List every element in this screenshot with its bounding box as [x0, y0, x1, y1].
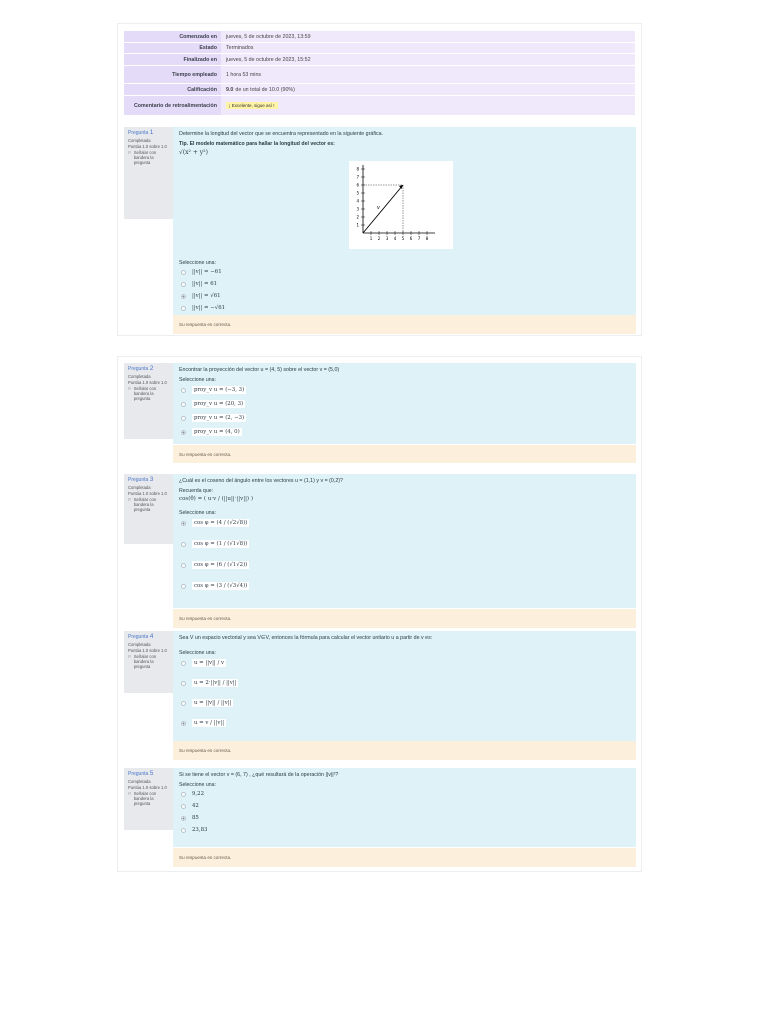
flag-icon: ⚐	[128, 791, 132, 796]
question-content-1: Determine la longitud del vector que se encuentra representado en la siguiente gráfica. Tip. El modelo matemático para hallar la longitud del vector es: √(x² + y²) 8 7 6 5 4 3 2 1 1 2 3 4 5 6 7 8 v Seleccione una: ||v|| = −61 ||v|| = 61 ||v|| = √61 ||v|| = −√61	[173, 127, 636, 315]
question-feedback-2: Su respuesta es correcta.	[173, 445, 636, 463]
answer-text: cos φ = (1 / (√1√8))	[194, 541, 248, 547]
y-tick-label: 4	[356, 198, 359, 204]
flag-question-link[interactable]: ⚐ Señalar con bandera la pregunta	[128, 791, 157, 806]
answer-option[interactable]	[181, 791, 630, 797]
cosine-formula: cos(θ) = ( u·v / (||u||·||v||) )	[179, 496, 253, 502]
answer-text: cos φ = (3 / (√3√4))	[194, 583, 248, 589]
x-tick-label: 1	[369, 236, 373, 241]
answer-text: proy_v u = (4, 0)	[194, 429, 240, 435]
answer-option[interactable]	[181, 305, 379, 311]
radio-button[interactable]	[181, 282, 186, 287]
vector-line	[363, 185, 403, 233]
answer-option[interactable]	[181, 269, 379, 275]
y-tick-label: 5	[356, 190, 359, 196]
vector-graph	[349, 161, 453, 249]
answer-text: ||v|| = −61	[192, 269, 222, 275]
answer-option[interactable]	[181, 719, 630, 727]
radio-button[interactable]	[181, 584, 186, 589]
radio-button[interactable]	[181, 430, 186, 435]
flag-icon: ⚐	[128, 150, 132, 155]
answer-option[interactable]	[181, 827, 630, 833]
answer-option[interactable]	[181, 815, 630, 821]
answer-text: 85	[192, 815, 199, 821]
radio-button[interactable]	[181, 270, 186, 275]
flag-icon: ⚐	[128, 386, 132, 391]
radio-button[interactable]	[181, 721, 186, 726]
question-info-3: Pregunta 3 Completada Puntúa 1.0 sobre 1.0 ⚐ Señalar con bandera la pregunta	[124, 474, 174, 544]
quiz-page-2	[117, 356, 642, 872]
y-tick-label: 8	[356, 166, 359, 172]
radio-button[interactable]	[181, 416, 186, 421]
answer-option[interactable]	[181, 699, 630, 707]
flag-question-link[interactable]: ⚐ Señalar con bandera la pregunta	[128, 150, 157, 165]
question-feedback-4: Su respuesta es correcta.	[173, 741, 636, 760]
radio-button[interactable]	[181, 521, 186, 526]
answer-text: u = ||v|| / ||v||	[194, 700, 232, 706]
summary-row-comment: Comentario de retroalimentación ¡ Excelente, sigue así !	[124, 96, 635, 116]
radio-button[interactable]	[181, 816, 186, 821]
answer-option[interactable]	[181, 659, 630, 667]
answer-option[interactable]	[181, 414, 630, 422]
summary-row-started: Comenzado en jueves, 5 de octubre de 2023, 13:59	[124, 31, 635, 43]
radio-button[interactable]	[181, 402, 186, 407]
quiz-page-1	[117, 23, 642, 336]
y-tick-label: 3	[356, 206, 359, 212]
flag-question-link[interactable]: ⚐ Señalar con bandera la pregunta	[128, 497, 157, 512]
answer-option[interactable]	[181, 281, 379, 287]
answer-text: proy_v u = (20, 3)	[194, 401, 244, 407]
answer-option[interactable]	[181, 519, 630, 527]
answer-text: 9,22	[192, 791, 205, 797]
x-tick-label: 3	[385, 236, 389, 241]
question-feedback-5: Su respuesta es correcta.	[173, 848, 636, 867]
answer-text: ||v|| = 61	[192, 281, 218, 287]
answer-text: proy_v u = (2, −3)	[194, 415, 245, 421]
answer-option[interactable]	[181, 293, 379, 299]
answer-option[interactable]	[181, 561, 630, 569]
answer-text: proy_v u = (−3, 3)	[194, 387, 245, 393]
answer-text: cos φ = (6 / (√1√2))	[194, 562, 248, 568]
question-info-4: Pregunta 4 Completada Puntúa 1.0 sobre 1.0 ⚐ Señalar con bandera la pregunta	[124, 631, 174, 693]
question-content-2: Encontrar la proyección del vector u = (4, 5) sobre el vector v = (5,0) Seleccione una: proy_v u = (−3, 3) proy_v u = (20, 3) proy_v u = (2, −3) proy_v u = (4, 0)	[173, 363, 636, 444]
grade-value: 9.0 de un total de 10.0 (90%)	[221, 84, 635, 95]
flag-icon: ⚐	[128, 497, 132, 502]
question-feedback-3: Su respuesta es correcta.	[173, 609, 636, 628]
summary-row-finished: Finalizado en jueves, 5 de octubre de 2023, 15:52	[124, 54, 635, 66]
answer-option[interactable]	[181, 400, 630, 408]
answer-text: 42	[192, 803, 199, 809]
vector-label: v	[377, 205, 380, 211]
x-tick-label: 8	[425, 236, 429, 241]
flag-icon: ⚐	[128, 654, 132, 659]
x-tick-label: 6	[409, 236, 413, 241]
summary-row-state: Estado Terminados	[124, 43, 635, 54]
answer-text: u = 2·||v|| / ||v||	[194, 680, 237, 686]
answer-option[interactable]	[181, 582, 630, 590]
flag-question-link[interactable]: ⚐ Señalar con bandera la pregunta	[128, 654, 157, 669]
answer-option[interactable]	[181, 679, 630, 687]
radio-button[interactable]	[181, 661, 186, 666]
answer-text: ||v|| = √61	[192, 293, 221, 299]
radio-button[interactable]	[181, 542, 186, 547]
y-tick-label: 2	[356, 214, 359, 220]
graph-axes	[356, 165, 435, 241]
summary-row-grade: Calificación 9.0 de un total de 10.0 (90%)	[124, 84, 635, 96]
y-tick-label: 6	[356, 182, 359, 188]
question-info-5: Pregunta 5 Completada Puntúa 1.0 sobre 1.0 ⚐ Señalar con bandera la pregunta	[124, 768, 174, 830]
radio-button[interactable]	[181, 388, 186, 393]
question-info-1: Pregunta 1 Completada Puntúa 1.0 sobre 1.0 ⚐ Señalar con bandera la pregunta	[124, 127, 174, 219]
answer-text: ||v|| = −√61	[192, 305, 226, 311]
y-tick-label: 7	[356, 174, 359, 180]
question-info-2: Pregunta 2 Completada Puntúa 1.0 sobre 1.0 ⚐ Señalar con bandera la pregunta	[124, 363, 174, 439]
summary-row-time: Tiempo empleado 1 hora 53 mins	[124, 66, 635, 84]
x-tick-label: 2	[377, 236, 381, 241]
answer-option[interactable]	[181, 428, 630, 436]
y-tick-label: 1	[356, 222, 359, 228]
answer-option[interactable]	[181, 540, 630, 548]
answer-text: u = v / ||v||	[194, 720, 225, 726]
question-content-3: ¿Cuál es el coseno del ángulo entre los vectores u = (1,1) y v = (0,2)? Recuerda que: cos(θ) = ( u·v / (||u||·||v||) ) Seleccione una: cos φ = (4 / (√2√8)) cos φ = (1 / (√1√8)) cos φ = (6 / (√1√2)) cos φ = (3 / (√3√4))	[173, 474, 636, 608]
answer-option[interactable]	[181, 386, 630, 394]
x-tick-label: 7	[417, 236, 421, 241]
radio-button[interactable]	[181, 681, 186, 686]
radio-button[interactable]	[181, 804, 186, 809]
attempt-summary	[124, 31, 635, 116]
question-content-5: Si se tiene el vector v = (6, 7) , ¿qué resultará de la operación ||v||²? Seleccione una: 9,22 42 85 23,83	[173, 768, 636, 847]
x-tick-label: 5	[401, 236, 405, 241]
question-content-4: Sea V un espacio vectorial y sea V∈V, entonces la fórmula para calcular el vector unitario u a partir de v es: Seleccione una: u = ||v|| / v u = 2·||v|| / ||v|| u = ||v|| / ||v|| u = v / ||v||	[173, 631, 636, 741]
radio-button[interactable]	[181, 792, 186, 797]
radio-button[interactable]	[181, 563, 186, 568]
answer-option[interactable]	[181, 803, 630, 809]
flag-question-link[interactable]: ⚐ Señalar con bandera la pregunta	[128, 386, 157, 401]
x-tick-label: 4	[393, 236, 397, 241]
radio-button[interactable]	[181, 701, 186, 706]
length-formula: √(x² + y²)	[179, 149, 208, 156]
radio-button[interactable]	[181, 828, 186, 833]
radio-button[interactable]	[181, 306, 186, 311]
answer-text: u = ||v|| / v	[194, 660, 225, 666]
radio-button[interactable]	[181, 294, 186, 299]
answer-text: 23,83	[192, 827, 208, 833]
feedback-comment: ¡ Excelente, sigue así !	[226, 102, 278, 109]
answer-text: cos φ = (4 / (√2√8))	[194, 520, 248, 526]
question-feedback-1: Su respuesta es correcta.	[173, 315, 636, 334]
